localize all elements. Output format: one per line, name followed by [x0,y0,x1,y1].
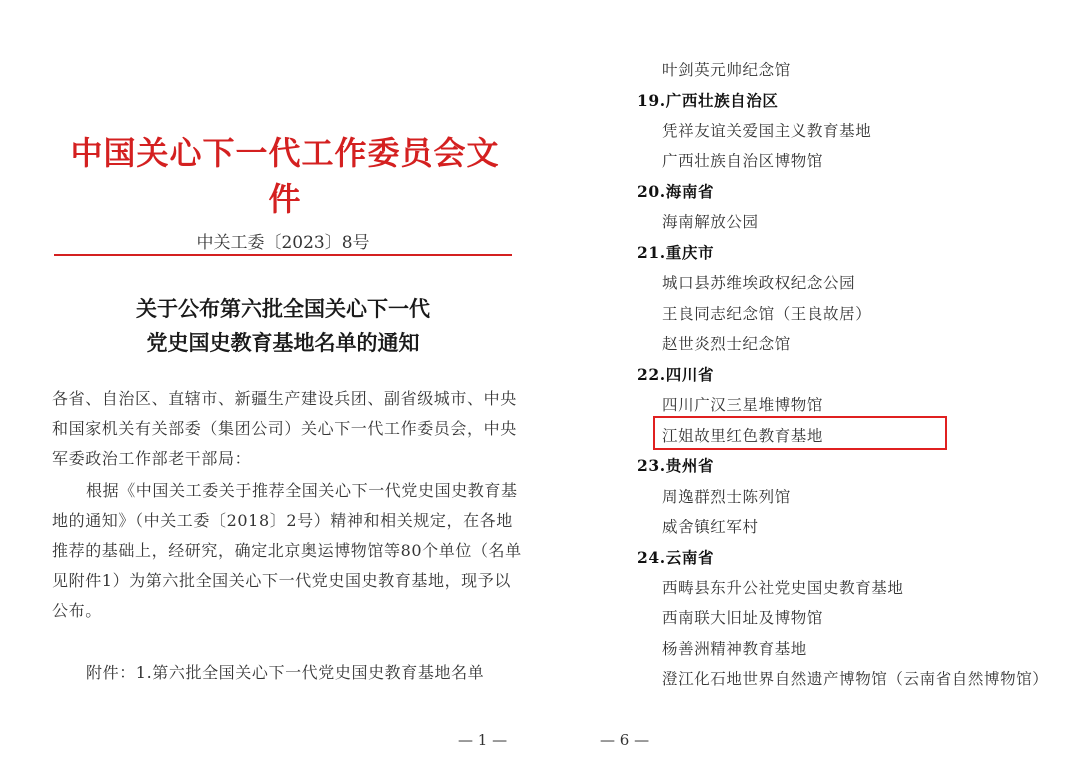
list-item: 凭祥友谊关爱国主义教育基地 [662,122,872,140]
list-item: 威舍镇红军村 [662,518,759,536]
province-heading: 23.贵州省 [637,456,715,475]
document-number: 中关工委〔2023〕8号 [196,233,370,253]
page-number: — 1 — [458,731,508,749]
province-heading: 24.云南省 [637,548,715,567]
body-line: 推荐的基础上，经研究，确定北京奥运博物馆等80个单位（名单 [52,541,522,560]
province-heading: 22.四川省 [637,365,715,384]
province-heading: 20.海南省 [637,182,715,201]
province-heading: 19.广西壮族自治区 [637,91,779,110]
list-item: 城口县苏维埃政权纪念公园 [662,274,856,292]
attachment-line: 附件：1.第六批全国关心下一代党史国史教育基地名单 [86,663,485,682]
document-header: 中国关心下一代工作委员会文件 [70,134,500,218]
list-item: 赵世炎烈士纪念馆 [662,335,791,353]
list-item: 澄江化石地世界自然遗产博物馆（云南省自然博物馆） [662,670,1049,688]
list-item: 西畴县东升公社党史国史教育基地 [662,579,904,597]
red-divider [54,254,512,256]
body-line: 地的通知》（中关工委〔2018〕2号）精神和相关规定，在各地 [52,511,513,530]
body-line: 见附件1）为第六批全国关心下一代党史国史教育基地，现予以 [52,571,511,590]
notice-title-line-2: 党史国史教育基地名单的通知 [146,330,420,355]
list-item: 周逸群烈士陈列馆 [662,488,791,506]
list-item: 杨善洲精神教育基地 [662,640,807,658]
document-page-6 [600,0,1080,784]
notice-title-line-1: 关于公布第六批全国关心下一代 [136,296,430,321]
body-line: 军委政治工作部老干部局： [52,449,252,468]
list-item: 广西壮族自治区博物馆 [662,152,824,170]
highlighted-list-item: 江姐故里红色教育基地 [662,427,824,445]
list-item: 叶剑英元帅纪念馆 [662,61,791,79]
list-item: 王良同志纪念馆（王良故居） [662,305,872,323]
list-item: 西南联大旧址及博物馆 [662,609,824,627]
body-line: 公布。 [52,601,102,620]
body-line: 根据《中国关工委关于推荐全国关心下一代党史国史教育基 [86,481,518,500]
body-line: 各省、自治区、直辖市、新疆生产建设兵团、副省级城市、中央 [52,389,517,408]
body-line: 和国家机关有关部委（集团公司）关心下一代工作委员会，中央 [52,419,517,438]
province-heading: 21.重庆市 [637,243,715,262]
list-item: 海南解放公园 [662,213,759,231]
page-number: — 6 — [600,731,650,749]
list-item: 四川广汉三星堆博物馆 [662,396,824,414]
